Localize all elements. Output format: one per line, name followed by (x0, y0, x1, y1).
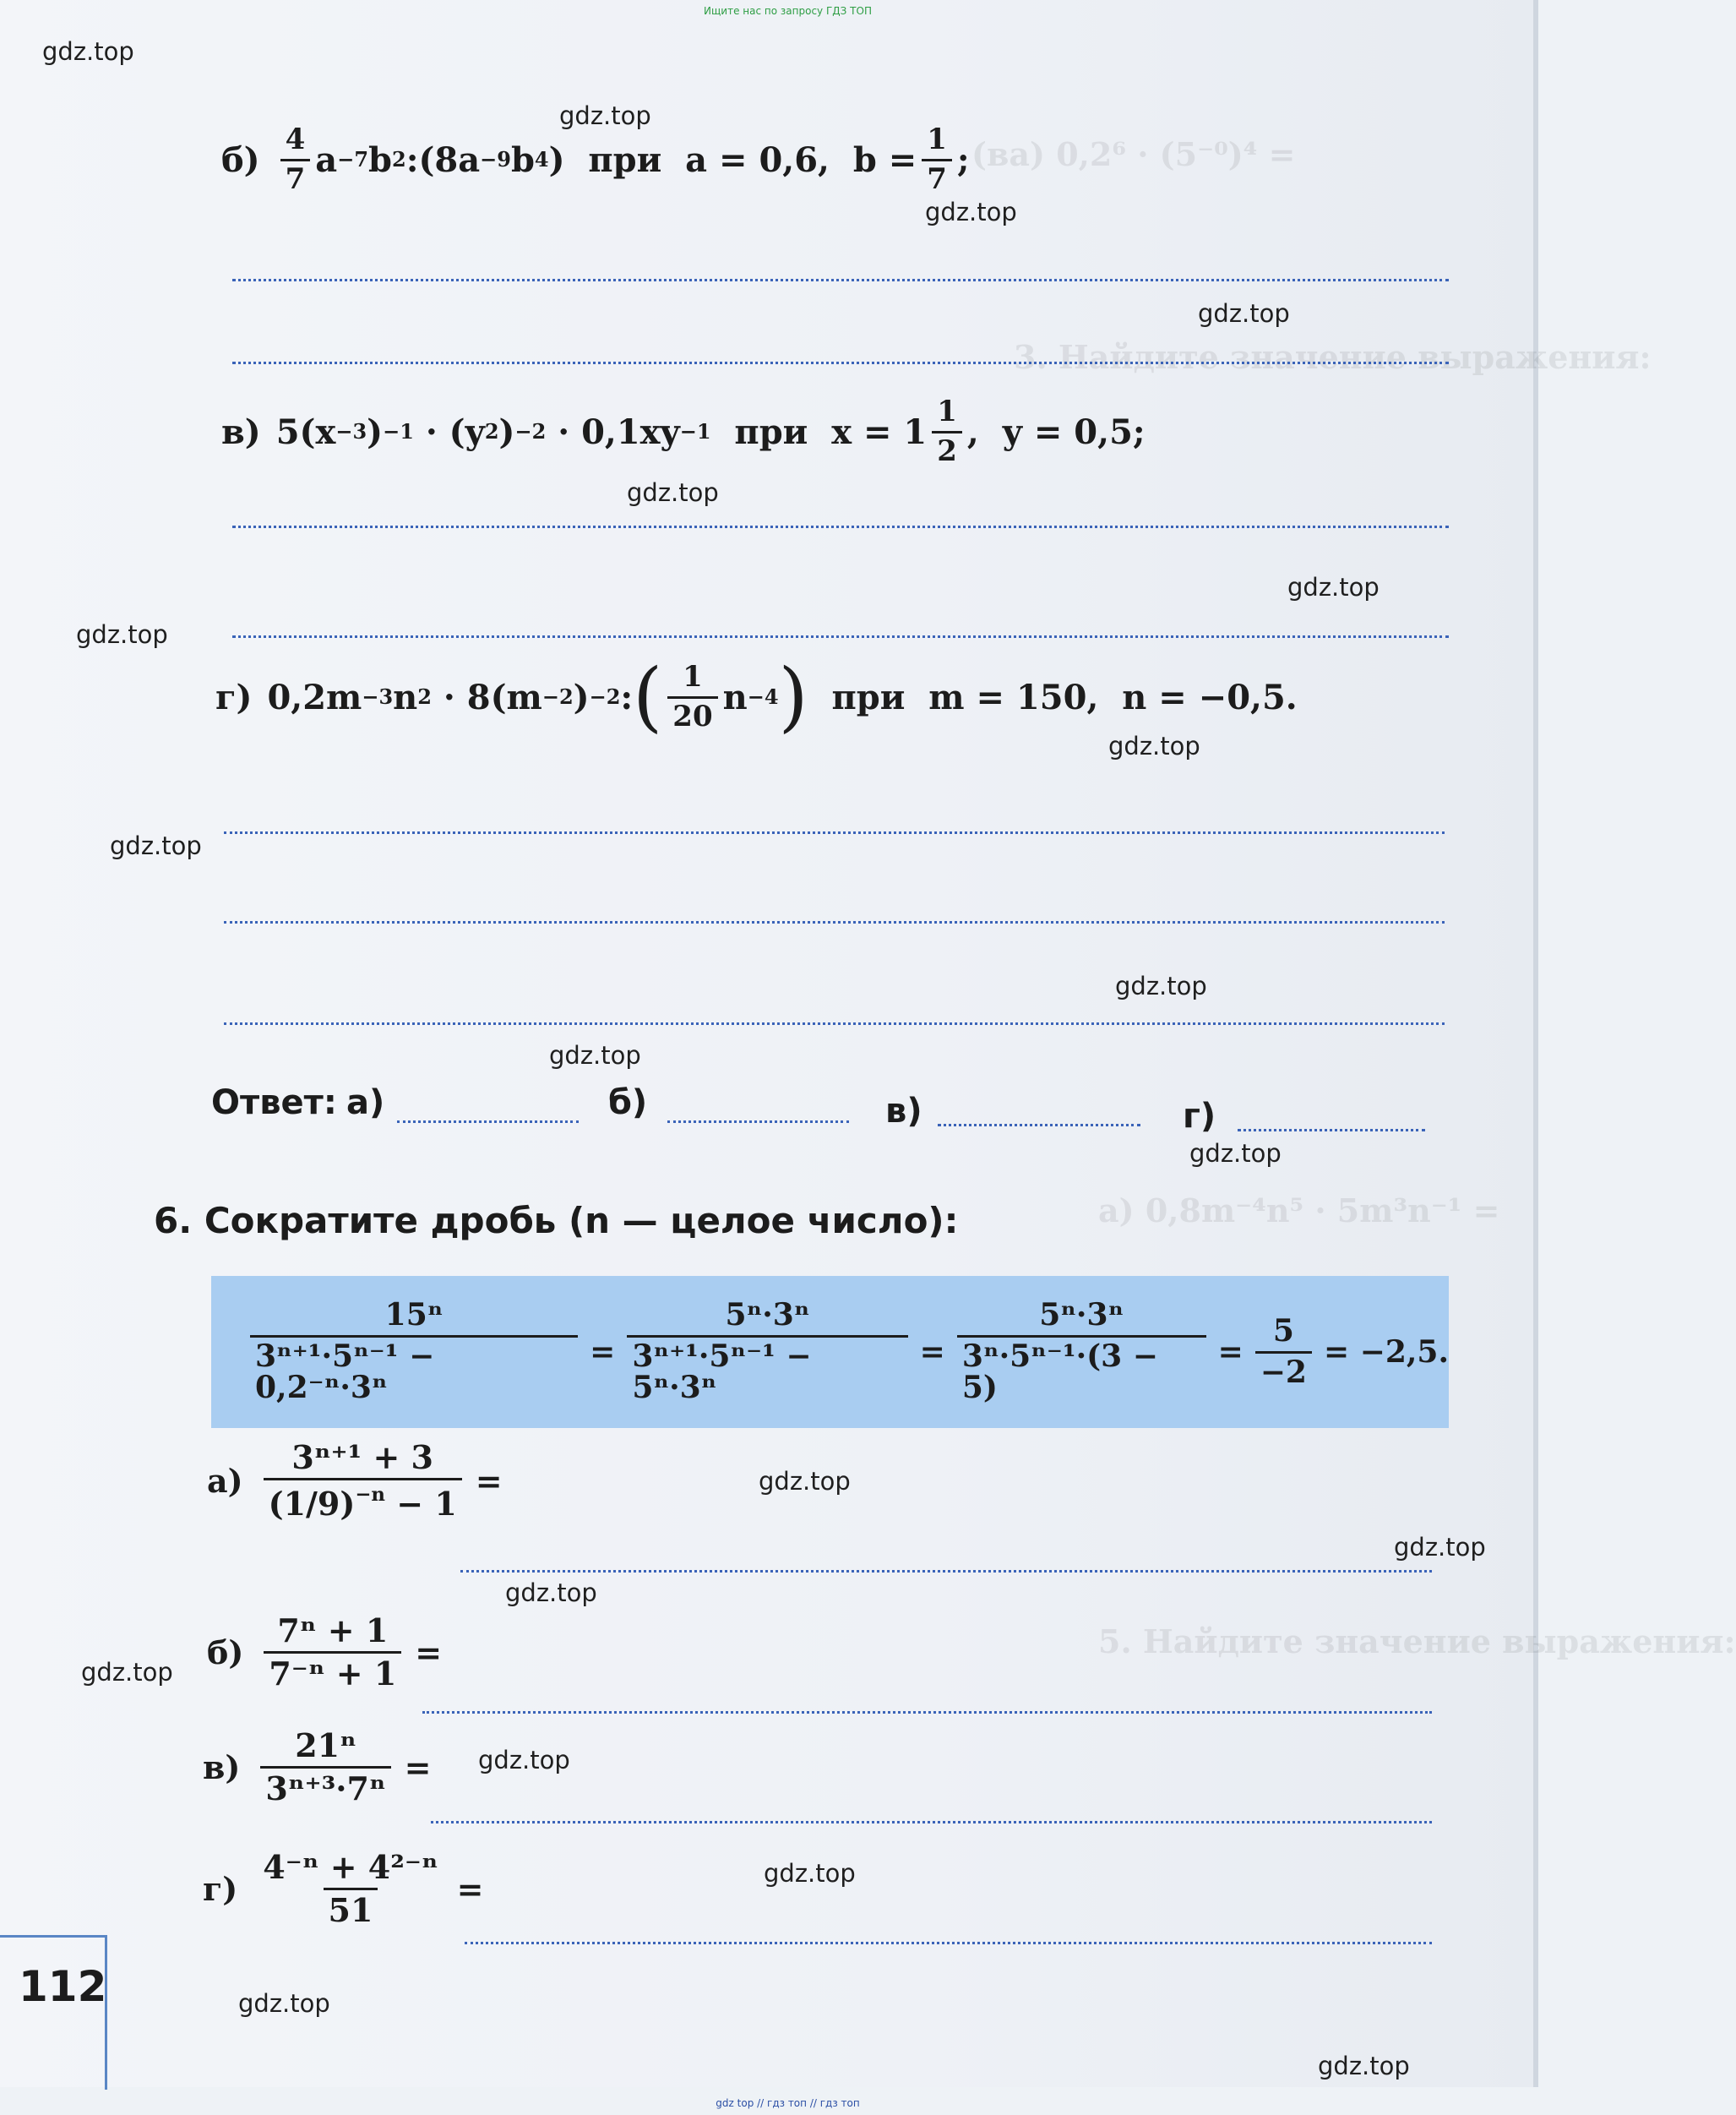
watermark: gdz.top (1189, 1139, 1282, 1168)
task-label: а) (207, 1461, 243, 1500)
watermark: gdz.top (1198, 299, 1290, 328)
watermark: gdz.top (1318, 2052, 1410, 2080)
watermark: gdz.top (759, 1467, 851, 1496)
bleed-through-text: (ва) 0,2⁶ · (5⁻⁰)⁴ = (971, 135, 1296, 173)
answer-line[interactable] (224, 921, 1445, 924)
task-6v-expression: в) $\frac{\text{21ⁿ}}{\text{3ⁿ⁺³·7ⁿ}}$ = (203, 1726, 432, 1807)
watermark: gdz.top (549, 1041, 641, 1070)
answer-b-field[interactable] (667, 1120, 849, 1123)
watermark: gdz.top (238, 1989, 330, 2018)
watermark: gdz.top (559, 101, 651, 130)
task-label: б) (221, 139, 260, 180)
watermark: gdz.top (505, 1578, 597, 1607)
answer-g-field[interactable] (1238, 1129, 1425, 1131)
answer-line[interactable] (232, 635, 1449, 638)
task-6b-expression: б) $\frac{\text{7ⁿ + 1}}{\text{7⁻ⁿ + 1}}$ = (207, 1611, 443, 1693)
fraction: $\frac{\text{4⁻ⁿ + 4²⁻ⁿ}}{51}$ (263, 1848, 438, 1929)
answer-line[interactable] (431, 1821, 1432, 1823)
answer-line[interactable] (422, 1711, 1432, 1714)
fraction: $\frac{1}{20}$ (667, 662, 717, 732)
answer-line[interactable] (232, 279, 1449, 281)
task-number: 6. (154, 1200, 193, 1241)
page-number: 112 (19, 1962, 107, 2011)
answer-b-label: б) (608, 1083, 648, 1122)
watermark: gdz.top (1394, 1533, 1486, 1562)
fraction: $\frac{1}{7}$ (922, 125, 952, 194)
fraction: $\frac{\text{5ⁿ·3ⁿ}}{\text{3ⁿ⁺¹·5ⁿ⁻¹ − 5ⁿ·3ⁿ}}$ (627, 1300, 907, 1404)
task-g-expression: г) 0,2m −3 n 2 · 8(m −2 ) −2 : ( $\frac{1}{20}$ n −4 ) при m = 150, n = −0,5. (215, 652, 1298, 741)
bleed-through-text: 5. Найдите значение выражения: (1098, 1622, 1736, 1660)
watermark: gdz.top (764, 1859, 856, 1888)
watermark: gdz.top (1115, 972, 1207, 1000)
answer-line[interactable] (224, 831, 1445, 834)
bleed-through-text: 3. Найдите значение выражения: (1014, 338, 1652, 376)
answer-line[interactable] (224, 1022, 1445, 1025)
answer-line[interactable] (232, 526, 1449, 528)
bleed-through-text: а) 0,8m⁻⁴n⁵ · 5m³n⁻¹ = (1098, 1191, 1500, 1229)
watermark: gdz.top (81, 1658, 173, 1687)
fraction: $\frac{\text{7ⁿ + 1}}{\text{7⁻ⁿ + 1}}$ (264, 1614, 401, 1691)
task-v-expression: в) 5(x −3 ) −1 · (y 2 ) −2 · 0,1xy −1 при x = 1 $\frac{1}{2}$ , y = 0,5; (221, 395, 1146, 468)
task-6-heading (154, 1200, 958, 1241)
answer-a-label: а) (346, 1083, 385, 1122)
task-b-expression: б) $\frac{4}{7}$ a −7 b 2 :(8a −9 b 4 ) при a = 0,6, b = $\frac{1}{7}$ ; (221, 123, 970, 196)
page-number-box (0, 1935, 107, 2090)
watermark: gdz.top (627, 478, 719, 507)
fraction: $\frac{5}{-2}$ (1255, 1316, 1312, 1389)
task-label: б) (207, 1633, 244, 1671)
watermark: gdz.top (1108, 732, 1200, 760)
watermark: gdz.top (42, 37, 134, 66)
answer-a-field[interactable] (397, 1120, 579, 1123)
fraction: $\frac{\text{15ⁿ}}{\text{3ⁿ⁺¹·5ⁿ⁻¹ − 0,2⁻ⁿ·3ⁿ}}$ (250, 1300, 578, 1404)
watermark: gdz.top (1287, 573, 1380, 602)
watermark: gdz.top (478, 1746, 570, 1774)
top-note: Ищите нас по запросу ГДЗ ТОП (704, 5, 872, 17)
answer-line[interactable] (465, 1942, 1432, 1944)
task-label: г) (203, 1869, 238, 1908)
watermark: gdz.top (110, 831, 202, 860)
answer-v-field[interactable] (938, 1124, 1140, 1126)
task-label: в) (203, 1747, 241, 1786)
task-title: Сократите дробь (n — целое число): (204, 1200, 959, 1241)
fraction: $\frac{4}{7}$ (280, 125, 311, 194)
answer-line[interactable] (232, 362, 1449, 364)
task-label: г) (215, 677, 253, 717)
watermark: gdz.top (925, 198, 1017, 226)
sample-solution: $\frac{\text{15ⁿ}}{\text{3ⁿ⁺¹·5ⁿ⁻¹ − 0,2⁻ⁿ·3ⁿ}}$ = $\frac{\text{5ⁿ·3ⁿ}}{\text{3ⁿ⁺¹·5ⁿ⁻¹ − 5ⁿ·3ⁿ}}$ = $\frac{\text{5ⁿ·3ⁿ}}{\text{3ⁿ·5ⁿ⁻¹·(3 − 5)}}$ = $\frac{5}{-2}$ = −2,5. (211, 1276, 1449, 1428)
fraction: $\frac{\text{3ⁿ⁺¹ + 3}}{(1/9)^{-n} - 1}$ (264, 1441, 462, 1521)
watermark: gdz.top (76, 620, 168, 649)
fraction: $\frac{\text{21ⁿ}}{\text{3ⁿ⁺³·7ⁿ}}$ (260, 1729, 390, 1806)
task-6g-expression: г) $\frac{\text{4⁻ⁿ + 4²⁻ⁿ}}{51}$ = (203, 1848, 484, 1929)
answer-g-label: г) (1183, 1097, 1216, 1136)
task-6a-expression: а) $\frac{\text{3ⁿ⁺¹ + 3}}{(1/9)^{-n} - 1}$ = (207, 1438, 503, 1523)
answer-line[interactable] (460, 1570, 1432, 1573)
fraction: $\frac{1}{2}$ (932, 397, 962, 466)
answer-label: Ответ: (211, 1083, 337, 1122)
answer-v-label: в) (885, 1092, 922, 1131)
bottom-note: gdz top // гдз топ // гдз топ (716, 2097, 860, 2109)
fraction: $\frac{\text{5ⁿ·3ⁿ}}{\text{3ⁿ·5ⁿ⁻¹·(3 − 5)}}$ (957, 1300, 1206, 1404)
task-label: в) (221, 412, 261, 452)
